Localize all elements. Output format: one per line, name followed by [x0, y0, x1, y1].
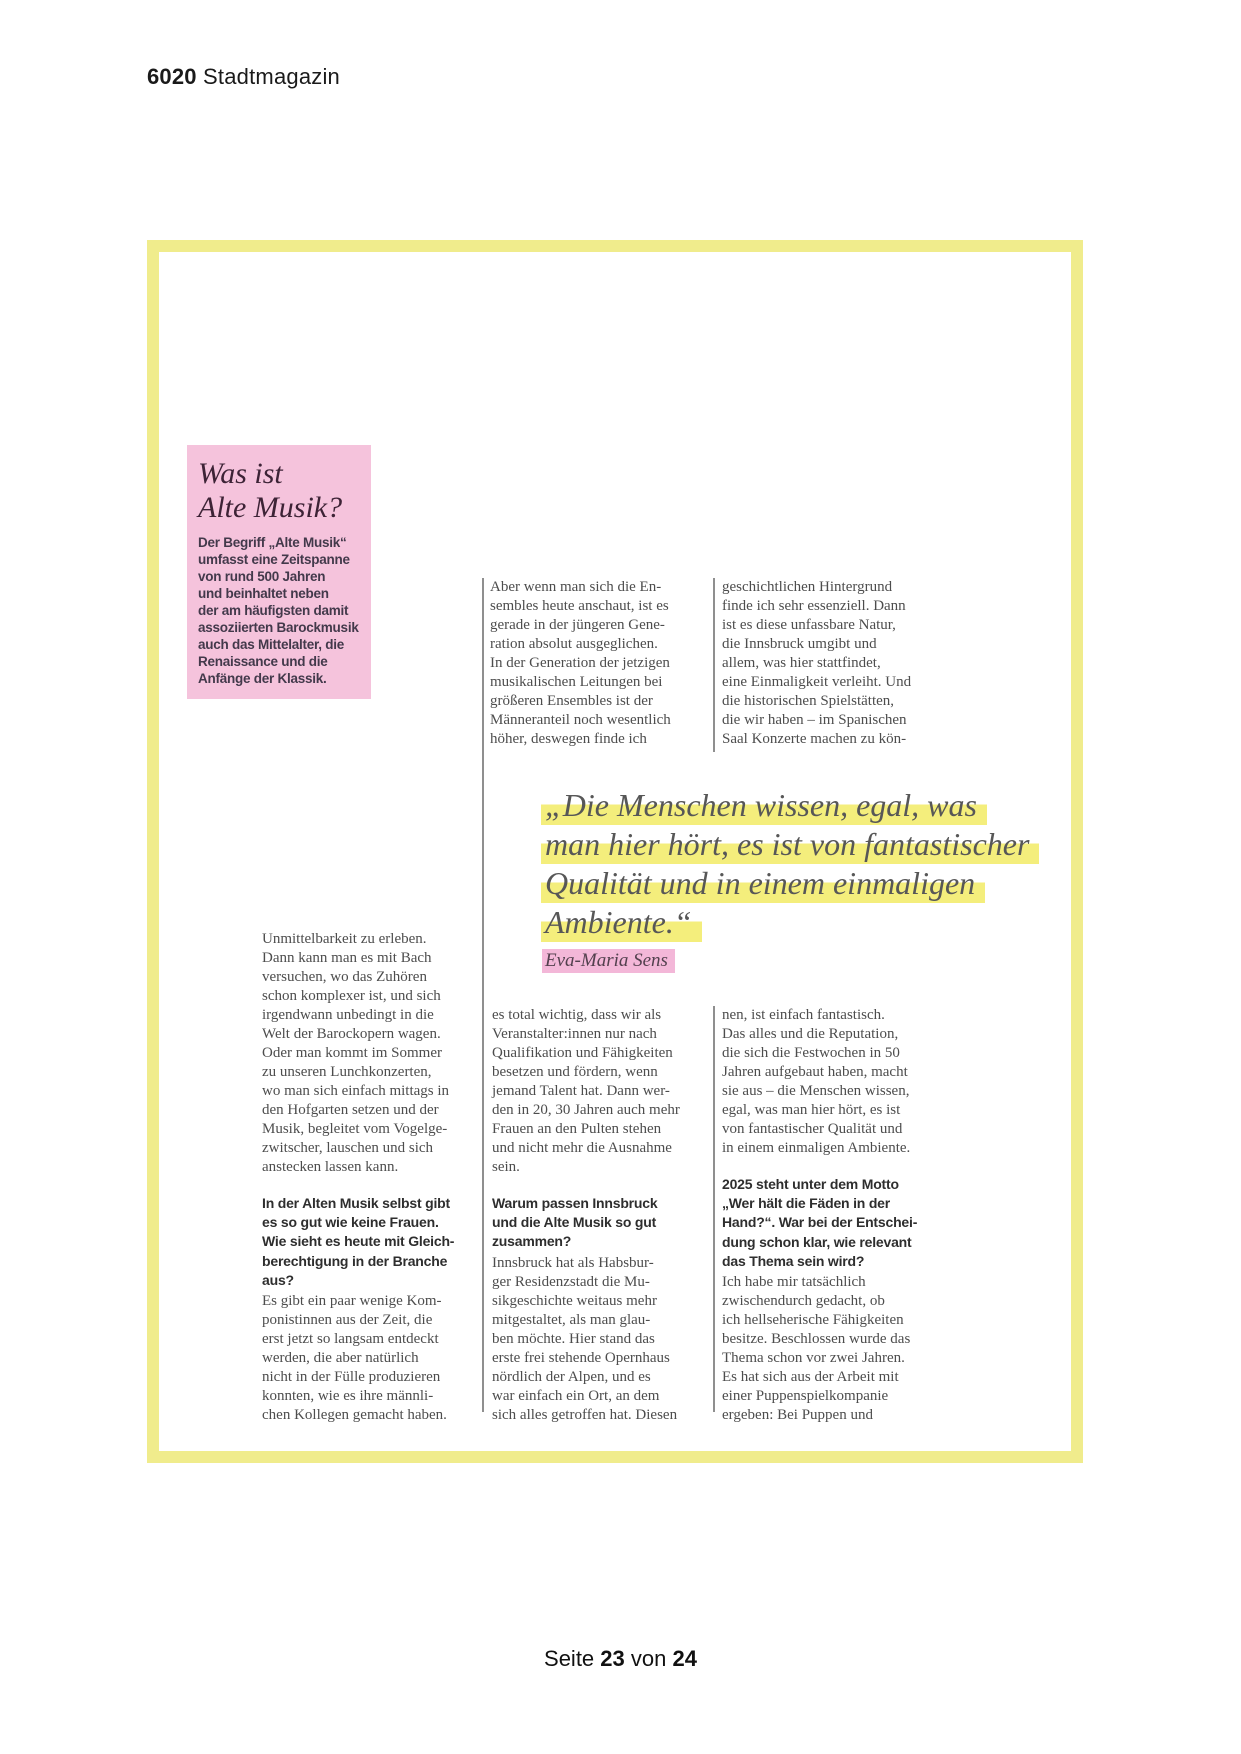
highlighted-text: Ambiente.“ [541, 904, 702, 942]
text-line: Anfänge der Klassik. [198, 671, 327, 686]
text-line: Welt der Barockopern wagen. [262, 1026, 441, 1042]
text-line: sembles heute anschaut, ist es [490, 598, 669, 614]
lower-column-1 [262, 930, 477, 1425]
text-line: nen, ist einfach fantastisch. [722, 1007, 885, 1023]
text-line: besetzen und fördern, wenn [492, 1064, 658, 1080]
lower-column-2 [492, 1006, 707, 1425]
text-line: zu unseren Lunchkonzerten, [262, 1064, 432, 1080]
pull-quote-text [545, 786, 1039, 942]
text-line: zwitscher, lauschen und sich [262, 1140, 434, 1156]
text-line: versuchen, wo das Zuhören [262, 969, 427, 985]
text-line: nicht in der Fülle produzieren [262, 1369, 441, 1386]
text-line: Was ist [198, 457, 283, 490]
text-line: ration absolut ausgeglichen. [490, 636, 658, 652]
text-line: Thema schon vor zwei Jahren. [722, 1350, 905, 1367]
text-line: dung schon klar, wie relevant [722, 1233, 912, 1250]
text-line: und nicht mehr die Ausnahme [492, 1140, 672, 1156]
text-line: und die Alte Musik so gut [492, 1214, 657, 1231]
text-line: aus? [262, 1271, 294, 1288]
text-line: in einem einmaligen Ambiente. [722, 1140, 911, 1156]
text-line: es total wichtig, dass wir als [492, 1007, 662, 1023]
highlighted-text: „Die Menschen wissen, egal, was [541, 787, 987, 825]
text-line: ben möchte. Hier stand das [492, 1330, 655, 1347]
text-line: In der Alten Musik selbst gibt [262, 1195, 450, 1211]
masthead-number: 6020 [147, 64, 197, 89]
paragraph [722, 1006, 942, 1158]
text-line: das Thema sein wird? [722, 1252, 865, 1269]
column-rule-left [482, 578, 484, 1412]
text-line: Dann kann man es mit Bach [262, 950, 432, 966]
text-line: schon komplexer ist, und sich [262, 988, 441, 1004]
text-line: Es hat sich aus der Arbeit mit [722, 1369, 899, 1386]
text-line: Unmittelbarkeit zu erleben. [262, 931, 427, 947]
text-line [545, 786, 1039, 825]
paragraph [262, 1292, 477, 1425]
text-line: anstecken lassen kann. [262, 1159, 399, 1175]
text-line: Alte Musik? [198, 491, 343, 524]
column-rule-middle-lower [713, 1006, 715, 1412]
text-line: einer Puppenspielkompanie [722, 1388, 889, 1405]
text-line: von rund 500 Jahren [198, 569, 326, 584]
text-line [545, 903, 1039, 942]
text-line [545, 825, 1039, 864]
text-line: Qualifikation und Fähigkeiten [492, 1045, 673, 1061]
text-line: Musik, begleitet vom Vogelge- [262, 1121, 448, 1137]
text-line: die historischen Spielstätten, [722, 693, 895, 709]
text-line: Oder man kommt im Sommer [262, 1045, 442, 1061]
text-line: „Wer hält die Fäden in der [722, 1195, 891, 1212]
text-line: Innsbruck hat als Habsbur- [492, 1254, 654, 1271]
text-line: Saal Konzerte machen zu kön- [722, 731, 907, 747]
text-line: Der Begriff „Alte Musik“ [198, 535, 347, 550]
paragraph [722, 1273, 942, 1425]
text-line: ponistinnen aus der Zeit, die [262, 1312, 433, 1329]
text-line: finde ich sehr essenziell. Dann [722, 598, 906, 614]
paragraph [262, 930, 477, 1177]
text-line: egal, was man hier hört, es ist [722, 1102, 901, 1118]
text-line: die Innsbruck umgibt und [722, 636, 877, 652]
text-line: auch das Mittelalter, die [198, 637, 345, 652]
text-line: nördlich der Alpen, und es [492, 1368, 651, 1385]
text-line: zusammen? [492, 1233, 572, 1250]
text-line: ger Residenzstadt die Mu- [492, 1273, 650, 1290]
highlighted-text: man hier hört, es ist von fantastischer [541, 826, 1039, 864]
infobox-title [198, 457, 359, 525]
text-line: sie aus – die Menschen wissen, [722, 1083, 910, 1099]
interview-question [722, 1175, 942, 1271]
text-line: den in 20, 30 Jahren auch mehr [492, 1102, 680, 1118]
page-number-footer [0, 1646, 1241, 1672]
text-line: sikgeschichte weitaus mehr [492, 1292, 657, 1309]
text-line: zwischendurch gedacht, ob [722, 1293, 885, 1310]
text-line: In der Generation der jetzigen [490, 655, 670, 671]
text-line: Jahren aufgebaut haben, macht [722, 1064, 908, 1080]
interview-question [262, 1194, 477, 1290]
text-line: berechtigung in der Branche [262, 1252, 448, 1269]
text-line: chen Kollegen gemacht haben. [262, 1407, 447, 1424]
paragraph [492, 1006, 707, 1177]
text-line [545, 864, 1039, 903]
paragraph [492, 1254, 707, 1425]
text-line: erste frei stehende Opernhaus [492, 1349, 670, 1366]
text-line: ich hellseherische Fähigkeiten [722, 1312, 904, 1329]
quote-attribution-name: Eva-Maria Sens [542, 949, 675, 973]
column-rule-middle-upper [713, 578, 715, 752]
text-line: erst jetzt so langsam entdeckt [262, 1331, 439, 1348]
pull-quote [545, 786, 1039, 972]
footer-prefix: Seite [544, 1646, 595, 1671]
middle-column-left [490, 578, 710, 749]
text-line: Veranstalter:innen nur nach [492, 1026, 657, 1042]
text-line: größeren Ensembles ist der [490, 693, 653, 709]
text-line: irgendwann unbedingt in die [262, 1007, 434, 1023]
text-line: Aber wenn man sich die En- [490, 579, 662, 595]
infobox-body [198, 534, 359, 687]
text-line: konnten, wie es ihre männli- [262, 1388, 434, 1405]
text-line: Wie sieht es heute mit Gleich- [262, 1233, 455, 1250]
text-line: Männeranteil noch wesentlich [490, 712, 671, 728]
masthead-title: Stadtmagazin [196, 64, 340, 89]
masthead [147, 64, 340, 90]
text-line: allem, was hier stattfindet, [722, 655, 881, 671]
text-line: werden, die aber natürlich [262, 1350, 419, 1367]
text-line: ergeben: Bei Puppen und [722, 1407, 873, 1424]
middle-column-right [722, 578, 942, 749]
text-line: die wir haben – im Spanischen [722, 712, 907, 728]
quote-attribution [545, 950, 1039, 972]
text-line: und beinhaltet neben [198, 586, 329, 601]
text-line: besitze. Beschlossen wurde das [722, 1331, 911, 1348]
text-line: mitgestaltet, als man glau- [492, 1311, 651, 1328]
text-line: 2025 steht unter dem Motto [722, 1176, 899, 1192]
highlighted-text: Qualität und in einem einmaligen [541, 865, 985, 903]
text-line: Renaissance und die [198, 654, 328, 669]
infobox-alte-musik [187, 445, 371, 699]
text-line: umfasst eine Zeitspanne [198, 552, 350, 567]
footer-total-pages: 24 [672, 1646, 697, 1671]
text-line: jemand Talent hat. Dann wer- [492, 1083, 670, 1099]
text-line: den Hofgarten setzen und der [262, 1102, 439, 1118]
text-line: ist es diese unfassbare Natur, [722, 617, 896, 633]
text-line: Warum passen Innsbruck [492, 1195, 658, 1211]
text-line: es so gut wie keine Frauen. [262, 1214, 439, 1231]
text-line: Hand?“. War bei der Entschei- [722, 1214, 918, 1231]
text-line: gerade in der jüngeren Gene- [490, 617, 665, 633]
footer-current-page: 23 [600, 1646, 625, 1671]
text-line: musikalischen Leitungen bei [490, 674, 663, 690]
text-line: Frauen an den Pulten stehen [492, 1121, 662, 1137]
text-line: Das alles und die Reputation, [722, 1026, 899, 1042]
text-line: Es gibt ein paar wenige Kom- [262, 1293, 442, 1310]
text-line: von fantastischer Qualität und [722, 1121, 903, 1137]
text-line: sich alles getroffen hat. Diesen [492, 1406, 678, 1423]
text-line: eine Einmaligkeit verleiht. Und [722, 674, 912, 690]
text-line: war einfach ein Ort, an dem [492, 1387, 660, 1404]
text-line: höher, deswegen finde ich [490, 731, 647, 747]
text-line: die sich die Festwochen in 50 [722, 1045, 900, 1061]
text-line: wo man sich einfach mittags in [262, 1083, 450, 1099]
text-line: assoziierten Barockmusik [198, 620, 359, 635]
lower-column-3 [722, 1006, 942, 1425]
text-line: Ich habe mir tatsächlich [722, 1274, 866, 1291]
text-line: der am häufigsten damit [198, 603, 349, 618]
interview-question [492, 1194, 707, 1252]
text-line: sein. [492, 1159, 520, 1175]
footer-separator: von [624, 1646, 673, 1671]
text-line: geschichtlichen Hintergrund [722, 579, 893, 595]
